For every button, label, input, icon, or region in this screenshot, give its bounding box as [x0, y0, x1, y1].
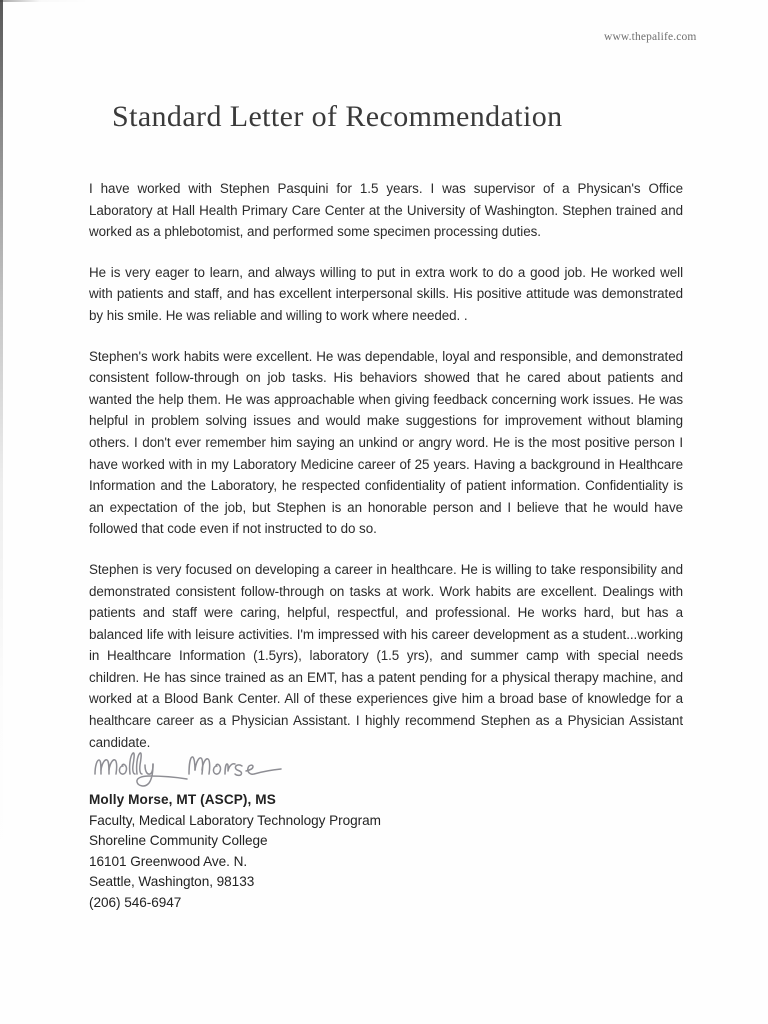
- signatory-organization: Shoreline Community College: [89, 833, 268, 849]
- signatory-phone: (206) 546-6947: [89, 894, 182, 910]
- signatory-details: [89, 790, 589, 914]
- signatory-name: Molly Morse, MT (ASCP), MS: [89, 792, 276, 807]
- letter-paragraph: Stephen is very focused on developing a career in healthcare. He is willing to take responsibility and demonstrated consistent follow-through on tasks at work. Work habits are excellent. Dealings with patients and staff were caring, helpful, respectful, and professional. He works hard, but has a balanced life with leisure activities. I'm impressed with his career development as a student...working in Healthcare Information (1.5yrs), laboratory (1.5 yrs), and summer camp with special needs children. He has since trained as an EMT, has a patent pending for a physical therapy machine, and worked at a Blood Bank Center. All of these experiences give him a broad base of knowledge for a healthcare career as a Physician Assistant. I highly recommend Stephen as a Physician Assistant candidate.: [89, 561, 683, 750]
- letter-paragraph: I have worked with Stephen Pasquini for 1.5 years. I was supervisor of a Physican's Office Laboratory at Hall Health Primary Care Center at the University of Washington. Stephen trained and worked as a phlebotomist, and performed some specimen processing duties.: [89, 181, 683, 240]
- letter-body: [89, 178, 683, 753]
- letter-paragraph: He is very eager to learn, and always willing to put in extra work to do a good job. He worked well with patients and staff, and has excellent interpersonal skills. His positive attitude was demonstrated by his smile. He was reliable and willing to work where needed. .: [89, 264, 683, 323]
- signatory-city-state-zip: Seattle, Washington, 98133: [89, 874, 255, 890]
- page-title: Standard Letter of Recommendation: [112, 100, 563, 134]
- scan-edge-artifact-top: [0, 0, 768, 2]
- signatory-street-address: 16101 Greenwood Ave. N.: [89, 853, 248, 869]
- signature-block: [89, 746, 589, 914]
- handwritten-signature: [89, 746, 319, 790]
- signatory-title: Faculty, Medical Laboratory Technology Program: [89, 812, 381, 828]
- scan-edge-artifact-left: [0, 0, 3, 1024]
- letter-paragraph: Stephen's work habits were excellent. He was dependable, loyal and responsible, and demonstrated consistent follow-through on job tasks. His behaviors showed that he cared about patients and wanted the help them. He was approachable when giving feedback concerning work issues. He was helpful in problem solving issues and would make suggestions for improvement without blaming others. I don't ever remember him saying an unkind or angry word. He is the most positive person I have worked with in my Laboratory Medicine career of 25 years. Having a background in Healthcare Information and the Laboratory, he respected confidentiality of patient information. Confidentiality is an expectation of the job, but Stephen is an honorable person and I believe that he would have followed that code even if not instructed to do so.: [89, 348, 683, 537]
- source-website-url: www.thepalife.com: [604, 31, 697, 43]
